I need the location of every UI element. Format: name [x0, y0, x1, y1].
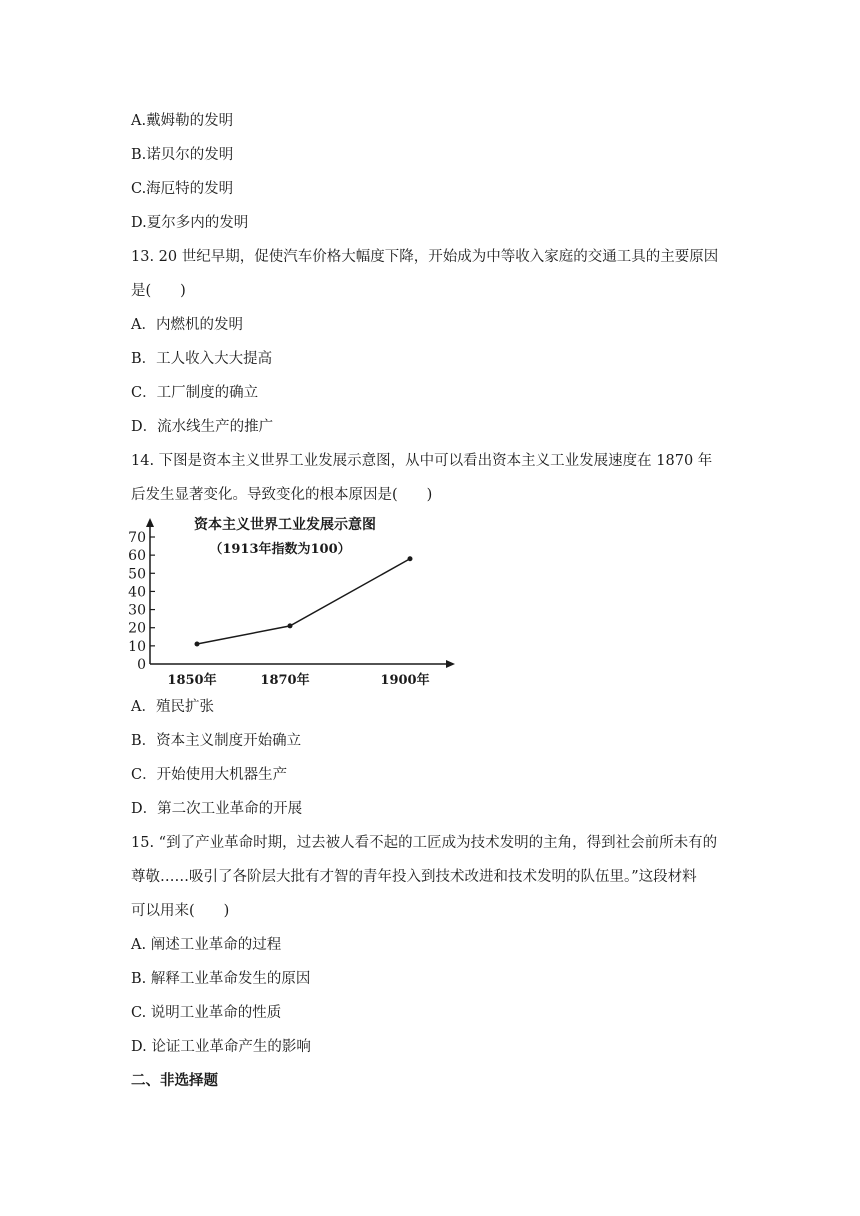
x-tick-label: 1850年 — [167, 673, 217, 688]
q15-option-c: C. 说明工业革命的性质 — [131, 1005, 282, 1021]
industrial-development-chart — [125, 513, 465, 688]
data-point — [288, 623, 293, 628]
q14-option-a: A．殖民扩张 — [131, 699, 214, 715]
q13-stem-line1: 13. 20 世纪早期，促使汽车价格大幅度下降，开始成为中等收入家庭的交通工具的主要原因 — [131, 249, 719, 265]
chart-x-ticks — [167, 672, 429, 688]
q13-option-b: B．工人收入大大提高 — [131, 351, 273, 367]
q15-option-b: B. 解释工业革命发生的原因 — [131, 971, 311, 987]
q15-stem-line2: 尊敬……吸引了各阶层大批有才智的青年投入到技术改进和技术发明的队伍里。”这段材料 — [131, 869, 697, 885]
y-tick-label: 20 — [128, 620, 146, 637]
chart-axes — [146, 518, 455, 668]
chart-title: 资本主义世界工业发展示意图 — [194, 517, 376, 533]
q14-option-c: C．开始使用大机器生产 — [131, 767, 288, 783]
q15-option-d: D. 论证工业革命产生的影响 — [131, 1039, 311, 1055]
q12-option-b: B.诺贝尔的发明 — [131, 147, 234, 163]
q14-option-d: D．第二次工业革命的开展 — [131, 801, 303, 817]
q14-stem-line1: 14. 下图是资本主义世界工业发展示意图，从中可以看出资本主义工业发展速度在 1870 年 — [131, 453, 713, 469]
y-tick-label: 40 — [128, 584, 146, 601]
section-title: 二、非选择题 — [131, 1072, 218, 1089]
chart-subtitle: （1913年指数为100） — [209, 542, 351, 557]
q12-option-d: D.夏尔多内的发明 — [131, 215, 249, 231]
data-point — [195, 642, 200, 647]
q12-option-c: C.海厄特的发明 — [131, 181, 234, 197]
q15-stem-line3: 可以用来( ) — [131, 903, 230, 919]
chart-y-ticks — [128, 530, 155, 673]
q15-option-a: A. 阐述工业革命的过程 — [131, 937, 282, 953]
y-tick-label: 30 — [128, 602, 146, 619]
x-axis-arrow — [446, 660, 455, 668]
q14-stem-line2: 后发生显著变化。导致变化的根本原因是( ) — [131, 487, 433, 503]
q13-option-d: D．流水线生产的推广 — [131, 419, 274, 435]
q13-option-c: C．工厂制度的确立 — [131, 385, 259, 401]
chart-series — [195, 556, 413, 646]
q15-stem-line1: 15. “到了产业革命时期，过去被人看不起的工匠成为技术发明的主角，得到社会前所未有的 — [131, 835, 718, 851]
q13-option-a: A．内燃机的发明 — [131, 317, 243, 333]
series-line — [197, 559, 410, 644]
y-tick-label: 70 — [128, 530, 146, 546]
y-tick-label: 60 — [128, 548, 146, 565]
q13-stem-line2: 是( ) — [131, 283, 186, 299]
x-tick-label: 1900年 — [380, 673, 430, 688]
y-tick-label: 50 — [128, 566, 146, 583]
y-axis-arrow — [146, 518, 154, 527]
q12-option-a: A.戴姆勒的发明 — [131, 113, 234, 129]
q14-option-b: B．资本主义制度开始确立 — [131, 733, 302, 749]
x-tick-label: 1870年 — [260, 673, 310, 688]
data-point — [408, 556, 413, 561]
y-tick-label: 0 — [137, 657, 146, 673]
y-tick-label: 10 — [128, 638, 146, 655]
